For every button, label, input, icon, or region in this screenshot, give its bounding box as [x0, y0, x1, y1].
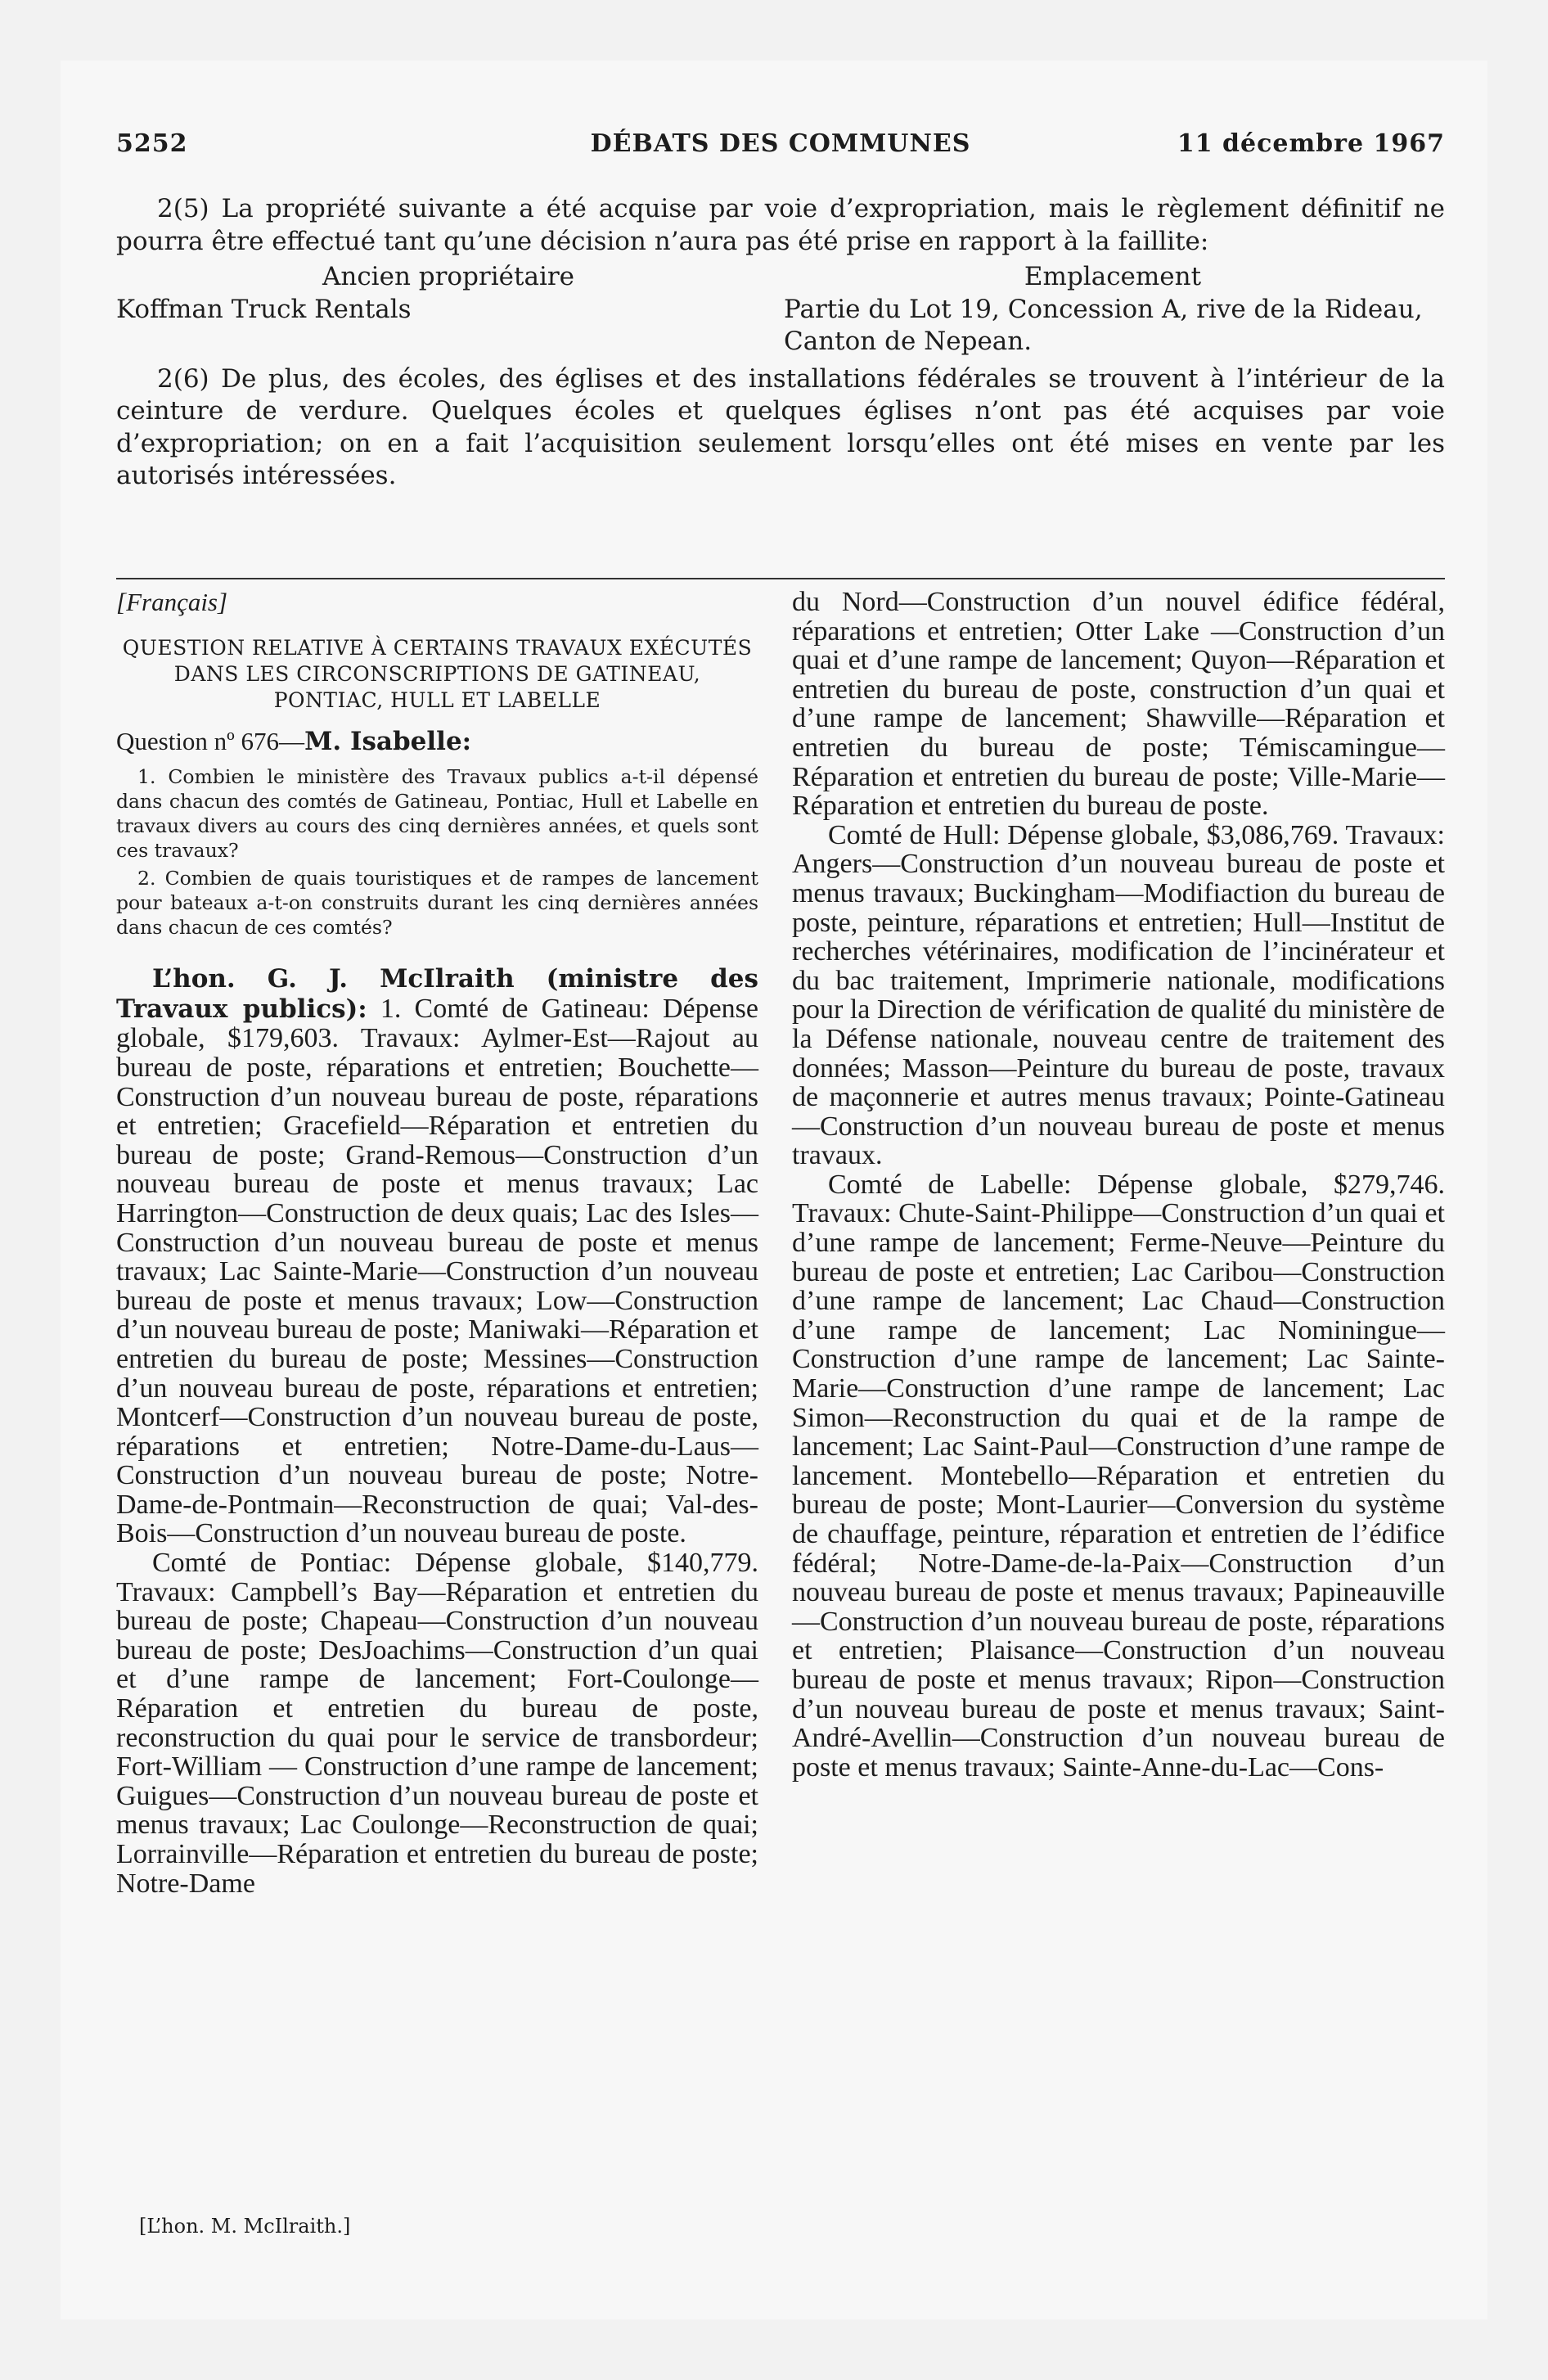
question-number: [116, 727, 758, 757]
table-header-location: Emplacement: [1024, 262, 1202, 291]
answer-pontiac: Comté de Pontiac: Dépense globale, $140,779. Travaux: Campbell’s Bay—Réparation et entretien du bureau de poste; Chapeau—Construction d’un nouveau bureau de poste; DesJoachims—Construction d’un quai et d’une rampe de lancement; Fort-Coulonge—Réparation et entretien du bureau de poste, reconstruction du quai pour le service de transbordeur; Fort-William — Construction d’une rampe de lancement; Guigues—Construction d’un nouveau bureau de poste et menus travaux; Lac Coulonge—Reconstruction de quai; Lorrainville—Réparation et entretien du bureau de poste; Notre-Dame: [116, 1548, 758, 1899]
table-header-owner: Ancien propriétaire: [322, 262, 575, 291]
language-tag: [Français]: [116, 588, 228, 616]
left-column: [116, 588, 758, 1898]
paragraph-2-6: 2(6) De plus, des écoles, des églises et des installations fédérales se trouvent à l’intérieur de la ceinture de verdure. Quelques écoles et quelques églises n’ont pas été acquises par voie d’expropriation; on en a fait l’acquisition seulement lorsqu’elles ont été mises en vente par les autorisés intéressées.: [116, 363, 1445, 490]
answer-gatineau-text: 1. Comté de Gatineau: Dépense globale, $179,603. Travaux: Aylmer-Est—Rajout au bureau de poste, réparations et entretien; Bouchette—Construction d’un nouveau bureau de poste, réparations et entretien; Gracefield—Réparation et entretien du bureau de poste; Grand-Remous—Construction d’un nouveau bureau de poste et menus travaux; Lac Harrington—Construction de deux quais; Lac des Isles—Construction d’un nouveau bureau de poste et menus travaux; Lac Sainte-Marie—Construction d’un nouveau bureau de poste et menus travaux; Low—Construction d’un nouveau bureau de poste; Maniwaki—Réparation et entretien du bureau de poste; Messines—Construction d’un nouveau bureau de poste, réparations et entretien; Montcerf—Construction d’un nouveau bureau de poste, réparations et entretien; Notre-Dame-du-Laus—Construction d’un nouveau bureau de poste; Notre-Dame-de-Pontmain—Reconstruction de quai; Val-des-Bois—Construction d’un nouveau bureau de poste.: [116, 993, 758, 1549]
header-date: 11 décembre 1967: [1177, 129, 1445, 158]
publication-title: DÉBATS DES COMMUNES: [590, 129, 971, 158]
question-title: QUESTION RELATIVE À CERTAINS TRAVAUX EXÉCUTÉS DANS LES CIRCONSCRIPTIONS DE GATINEAU, PONTIAC, HULL ET LABELLE: [122, 635, 753, 712]
answer-continuation: du Nord—Construction d’un nouvel édifice fédéral, réparations et entretien; Otter Lake —Construction d’un quai et d’une rampe de lancement; Quyon—Réparation et entretien du bureau de poste, construction d’un quai et d’une rampe de lancement; Shawville—Réparation et entretien du bureau de poste; Témiscamingue—Réparation et entretien du bureau de poste; Ville-Marie—Réparation et entretien du bureau de poste.: [792, 587, 1445, 822]
answer-labelle: Comté de Labelle: Dépense globale, $279,746. Travaux: Chute-Saint-Philippe—Construction d’un quai et d’une rampe de lancement; Ferme-Neuve—Peinture du bureau de poste et entretien; Lac Caribou—Construction d’une rampe de lancement; Lac Chaud—Construction d’une rampe de lancement; Lac Nominingue—Construction d’une rampe de lancement; Lac Sainte-Marie—Construction d’une rampe de lancement; Lac Simon—Reconstruction du quai et de la rampe de lancement; Lac Saint-Paul—Construction d’une rampe de lancement. Montebello—Réparation et entretien du bureau de poste; Mont-Laurier—Conversion du système de chauffage, peinture, réparation et entretien de l’édifice fédéral; Notre-Dame-de-la-Paix—Construction d’un nouveau bureau de poste et menus travaux; Papineauville—Construction d’un nouveau bureau de poste, réparations et entretien; Plaisance—Construction d’un nouveau bureau de poste et menus travaux; Ripon—Construction d’un nouveau bureau de poste et menus travaux; Saint-André-Avellin—Construction d’un nouveau bureau de poste et menus travaux; Sainte-Anne-du-Lac—Cons-: [792, 1169, 1445, 1783]
page-number: 5252: [116, 129, 188, 158]
right-column: [792, 588, 1445, 1782]
question-author: M. Isabelle:: [304, 726, 472, 756]
table-cell-location: Partie du Lot 19, Concession A, rive de la Rideau, Canton de Nepean.: [784, 294, 1423, 356]
question-part-2: 2. Combien de quais touristiques et de rampes de lancement pour bateaux a-t-on construits durant les cinq dernières années dans chacun de ces comtés?: [116, 867, 758, 940]
table-cell-owner: Koffman Truck Rentals: [116, 294, 412, 324]
question-label: Question nº 676—: [116, 726, 305, 755]
top-section: [116, 193, 1445, 493]
paragraph-2-5: 2(5) La propriété suivante a été acquise par voie d’expropriation, mais le règlement définitif ne pourra être effectué tant qu’une décision n’aura pas été prise en rapport à la faillite:: [116, 194, 1445, 256]
answer-gatineau: [116, 964, 758, 1548]
answer-speaker: L’hon. G. J. McIlraith (ministre des Travaux publics):: [116, 964, 758, 1024]
question-part-1: 1. Combien le ministère des Travaux publics a-t-il dépensé dans chacun des comtés de Gatineau, Pontiac, Hull et Labelle en travaux divers au cours des cinq dernières années, et quels sont ces travaux?: [116, 765, 758, 863]
section-divider: [116, 578, 1445, 579]
property-table: [116, 261, 1445, 358]
page-footer: [L’hon. M. McIlraith.]: [139, 2215, 351, 2238]
answer-hull: Comté de Hull: Dépense globale, $3,086,769. Travaux: Angers—Construction d’un nouveau bureau de poste et menus travaux; Buckingham—Modifiaction du bureau de poste, peinture, réparations et entretien; Hull—Institut de recherches vétérinaires, modification de l’incinérateur et du bac traitement, Imprimerie nationale, modifications pour la Direction de vérification de qualité du ministère de la Défense nationale, nouveau centre de traitement des données; Masson—Peinture du bureau de poste, travaux de maçonnerie et autres menus travaux; Pointe-Gatineau—Construction d’un nouveau bureau de poste et menus travaux.: [792, 819, 1445, 1171]
